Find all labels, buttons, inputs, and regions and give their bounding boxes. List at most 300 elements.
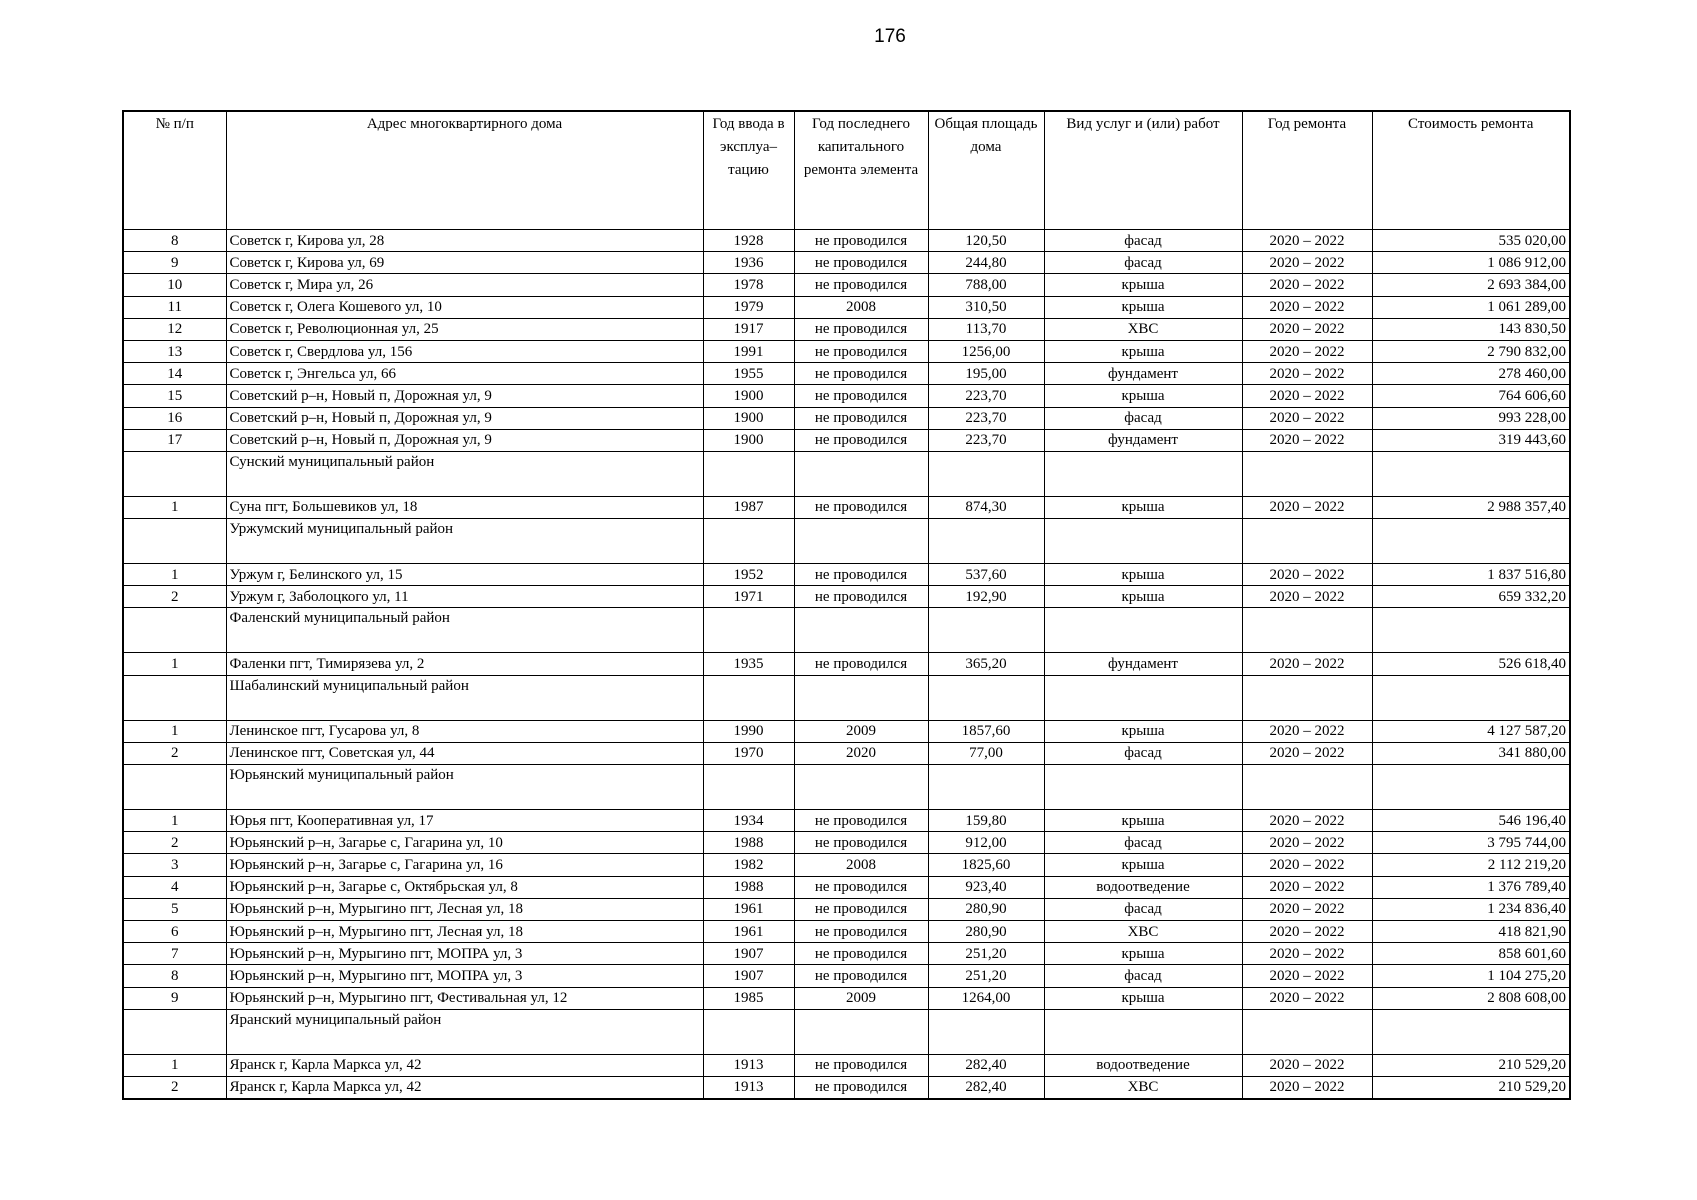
cell-num: 7	[123, 943, 226, 965]
cell-cost: 2 988 357,40	[1372, 496, 1570, 518]
cell-area: 192,90	[928, 586, 1044, 608]
cell-service: фундамент	[1044, 429, 1242, 451]
cell-cost: 858 601,60	[1372, 943, 1570, 965]
section-row	[123, 675, 1570, 720]
cell-address: Советск г, Олега Кошевого ул, 10	[226, 296, 703, 318]
cell-area: 1825,60	[928, 854, 1044, 876]
empty-cell	[794, 1009, 928, 1054]
cell-last-repair: не проводился	[794, 1054, 928, 1076]
cell-address: Советск г, Революционная ул, 25	[226, 318, 703, 340]
cell-service: фасад	[1044, 965, 1242, 987]
empty-cell	[1044, 608, 1242, 653]
cell-area: 1264,00	[928, 987, 1044, 1009]
cell-cost: 341 880,00	[1372, 742, 1570, 764]
cell-year-built: 1928	[703, 230, 794, 252]
cell-service: ХВС	[1044, 920, 1242, 942]
cell-year-built: 1961	[703, 920, 794, 942]
empty-cell	[1242, 675, 1372, 720]
cell-address: Яранск г, Карла Маркса ул, 42	[226, 1054, 703, 1076]
cell-address: Советск г, Свердлова ул, 156	[226, 340, 703, 362]
cell-year-built: 1907	[703, 965, 794, 987]
cell-cost: 1 086 912,00	[1372, 252, 1570, 274]
cell-service: фундамент	[1044, 363, 1242, 385]
cell-year-built: 1955	[703, 363, 794, 385]
header-last-repair: Год последнего капитального ремонта элемента	[794, 111, 928, 230]
cell-area: 282,40	[928, 1076, 1044, 1099]
cell-address: Фаленки пгт, Тимирязева ул, 2	[226, 653, 703, 675]
cell-last-repair: не проводился	[794, 943, 928, 965]
cell-last-repair: 2009	[794, 720, 928, 742]
cell-last-repair: не проводился	[794, 496, 928, 518]
cell-repair-year: 2020 – 2022	[1242, 653, 1372, 675]
table-row	[123, 252, 1570, 274]
empty-cell	[123, 765, 226, 810]
cell-repair-year: 2020 – 2022	[1242, 965, 1372, 987]
section-row	[123, 765, 1570, 810]
cell-address: Юрьянский р–н, Загарье с, Октябрьская ул, 8	[226, 876, 703, 898]
table-row	[123, 854, 1570, 876]
cell-address: Юрьянский р–н, Мурыгино пгт, МОПРА ул, 3	[226, 943, 703, 965]
cell-service: водоотведение	[1044, 876, 1242, 898]
cell-service: крыша	[1044, 340, 1242, 362]
cell-address: Юрьянский р–н, Мурыгино пгт, Лесная ул, 18	[226, 920, 703, 942]
cell-num: 2	[123, 742, 226, 764]
cell-last-repair: не проводился	[794, 340, 928, 362]
cell-repair-year: 2020 – 2022	[1242, 363, 1372, 385]
cell-year-built: 1900	[703, 385, 794, 407]
cell-last-repair: не проводился	[794, 1076, 928, 1099]
empty-cell	[928, 451, 1044, 496]
empty-cell	[1372, 608, 1570, 653]
cell-year-built: 1917	[703, 318, 794, 340]
cell-num: 14	[123, 363, 226, 385]
table-row	[123, 407, 1570, 429]
cell-service: крыша	[1044, 720, 1242, 742]
table-row	[123, 653, 1570, 675]
table-row	[123, 1054, 1570, 1076]
cell-cost: 1 376 789,40	[1372, 876, 1570, 898]
header-cost: Стоимость ремонта	[1372, 111, 1570, 230]
cell-num: 1	[123, 496, 226, 518]
cell-repair-year: 2020 – 2022	[1242, 496, 1372, 518]
cell-last-repair: 2008	[794, 296, 928, 318]
cell-last-repair: 2008	[794, 854, 928, 876]
cell-repair-year: 2020 – 2022	[1242, 810, 1372, 832]
cell-num: 9	[123, 252, 226, 274]
table-row	[123, 363, 1570, 385]
cell-service: крыша	[1044, 854, 1242, 876]
empty-cell	[1044, 519, 1242, 564]
empty-cell	[703, 1009, 794, 1054]
cell-area: 159,80	[928, 810, 1044, 832]
cell-address: Уржум г, Белинского ул, 15	[226, 564, 703, 586]
section-title: Юрьянский муниципальный район	[226, 765, 703, 810]
empty-cell	[1372, 765, 1570, 810]
cell-cost: 659 332,20	[1372, 586, 1570, 608]
cell-service: крыша	[1044, 296, 1242, 318]
empty-cell	[928, 765, 1044, 810]
cell-area: 113,70	[928, 318, 1044, 340]
cell-address: Суна пгт, Большевиков ул, 18	[226, 496, 703, 518]
cell-num: 10	[123, 274, 226, 296]
cell-year-built: 1907	[703, 943, 794, 965]
cell-repair-year: 2020 – 2022	[1242, 720, 1372, 742]
cell-year-built: 1978	[703, 274, 794, 296]
cell-repair-year: 2020 – 2022	[1242, 586, 1372, 608]
table-row	[123, 340, 1570, 362]
cell-cost: 535 020,00	[1372, 230, 1570, 252]
cell-service: крыша	[1044, 385, 1242, 407]
cell-service: водоотведение	[1044, 1054, 1242, 1076]
empty-cell	[123, 519, 226, 564]
cell-num: 1	[123, 653, 226, 675]
cell-year-built: 1913	[703, 1076, 794, 1099]
cell-cost: 143 830,50	[1372, 318, 1570, 340]
cell-repair-year: 2020 – 2022	[1242, 230, 1372, 252]
cell-address: Юрьянский р–н, Загарье с, Гагарина ул, 16	[226, 854, 703, 876]
page-number: 176	[874, 26, 906, 47]
cell-service: крыша	[1044, 943, 1242, 965]
cell-num: 9	[123, 987, 226, 1009]
table-row	[123, 876, 1570, 898]
empty-cell	[1044, 1009, 1242, 1054]
cell-area: 282,40	[928, 1054, 1044, 1076]
cell-num: 1	[123, 1054, 226, 1076]
cell-repair-year: 2020 – 2022	[1242, 898, 1372, 920]
cell-address: Юрьянский р–н, Загарье с, Гагарина ул, 10	[226, 832, 703, 854]
table-row	[123, 898, 1570, 920]
header-num: № п/п	[123, 111, 226, 230]
table-row	[123, 742, 1570, 764]
section-row	[123, 519, 1570, 564]
table-row	[123, 720, 1570, 742]
cell-repair-year: 2020 – 2022	[1242, 340, 1372, 362]
cell-repair-year: 2020 – 2022	[1242, 987, 1372, 1009]
cell-num: 5	[123, 898, 226, 920]
cell-num: 4	[123, 876, 226, 898]
cell-year-built: 1936	[703, 252, 794, 274]
table-header-row	[123, 111, 1570, 230]
empty-cell	[123, 675, 226, 720]
cell-num: 17	[123, 429, 226, 451]
cell-last-repair: не проводился	[794, 920, 928, 942]
cell-address: Юрья пгт, Кооперативная ул, 17	[226, 810, 703, 832]
cell-cost: 2 790 832,00	[1372, 340, 1570, 362]
cell-num: 3	[123, 854, 226, 876]
cell-num: 1	[123, 810, 226, 832]
empty-cell	[123, 1009, 226, 1054]
cell-service: фасад	[1044, 407, 1242, 429]
cell-area: 120,50	[928, 230, 1044, 252]
cell-service: фасад	[1044, 898, 1242, 920]
header-address: Адрес многоквартирного дома	[226, 111, 703, 230]
cell-repair-year: 2020 – 2022	[1242, 296, 1372, 318]
cell-year-built: 1900	[703, 429, 794, 451]
cell-last-repair: не проводился	[794, 230, 928, 252]
cell-service: крыша	[1044, 274, 1242, 296]
cell-repair-year: 2020 – 2022	[1242, 742, 1372, 764]
cell-repair-year: 2020 – 2022	[1242, 429, 1372, 451]
cell-service: фасад	[1044, 230, 1242, 252]
empty-cell	[703, 451, 794, 496]
cell-last-repair: не проводился	[794, 564, 928, 586]
cell-address: Советск г, Кирова ул, 69	[226, 252, 703, 274]
cell-cost: 1 061 289,00	[1372, 296, 1570, 318]
table-body	[123, 230, 1570, 1100]
empty-cell	[123, 451, 226, 496]
cell-year-built: 1991	[703, 340, 794, 362]
section-title: Фаленский муниципальный район	[226, 608, 703, 653]
cell-area: 223,70	[928, 385, 1044, 407]
cell-address: Юрьянский р–н, Мурыгино пгт, Фестивальная ул, 12	[226, 987, 703, 1009]
cell-num: 8	[123, 230, 226, 252]
cell-address: Советский р–н, Новый п, Дорожная ул, 9	[226, 407, 703, 429]
cell-year-built: 1985	[703, 987, 794, 1009]
cell-area: 223,70	[928, 407, 1044, 429]
cell-service: крыша	[1044, 564, 1242, 586]
cell-repair-year: 2020 – 2022	[1242, 876, 1372, 898]
cell-last-repair: не проводился	[794, 965, 928, 987]
empty-cell	[928, 675, 1044, 720]
cell-num: 2	[123, 832, 226, 854]
table-row	[123, 920, 1570, 942]
cell-cost: 1 104 275,20	[1372, 965, 1570, 987]
cell-area: 923,40	[928, 876, 1044, 898]
cell-repair-year: 2020 – 2022	[1242, 564, 1372, 586]
cell-area: 1256,00	[928, 340, 1044, 362]
cell-area: 310,50	[928, 296, 1044, 318]
cell-last-repair: не проводился	[794, 429, 928, 451]
cell-cost: 526 618,40	[1372, 653, 1570, 675]
empty-cell	[1372, 675, 1570, 720]
cell-repair-year: 2020 – 2022	[1242, 318, 1372, 340]
table-row	[123, 564, 1570, 586]
table-row	[123, 987, 1570, 1009]
cell-last-repair: не проводился	[794, 810, 928, 832]
table-row	[123, 230, 1570, 252]
cell-area: 251,20	[928, 965, 1044, 987]
empty-cell	[928, 608, 1044, 653]
table-row	[123, 385, 1570, 407]
empty-cell	[1372, 519, 1570, 564]
cell-service: фасад	[1044, 832, 1242, 854]
cell-year-built: 1982	[703, 854, 794, 876]
cell-repair-year: 2020 – 2022	[1242, 1054, 1372, 1076]
table-row	[123, 429, 1570, 451]
cell-address: Ленинское пгт, Советская ул, 44	[226, 742, 703, 764]
cell-repair-year: 2020 – 2022	[1242, 920, 1372, 942]
empty-cell	[794, 451, 928, 496]
table-row	[123, 965, 1570, 987]
empty-cell	[1242, 451, 1372, 496]
cell-last-repair: 2009	[794, 987, 928, 1009]
empty-cell	[794, 608, 928, 653]
cell-area: 788,00	[928, 274, 1044, 296]
cell-year-built: 1970	[703, 742, 794, 764]
cell-address: Советск г, Кирова ул, 28	[226, 230, 703, 252]
section-row	[123, 1009, 1570, 1054]
cell-cost: 418 821,90	[1372, 920, 1570, 942]
cell-address: Советский р–н, Новый п, Дорожная ул, 9	[226, 429, 703, 451]
repair-table	[122, 110, 1571, 1100]
cell-address: Юрьянский р–н, Мурыгино пгт, МОПРА ул, 3	[226, 965, 703, 987]
cell-last-repair: не проводился	[794, 363, 928, 385]
cell-cost: 1 837 516,80	[1372, 564, 1570, 586]
cell-address: Юрьянский р–н, Мурыгино пгт, Лесная ул, 18	[226, 898, 703, 920]
cell-area: 244,80	[928, 252, 1044, 274]
cell-area: 251,20	[928, 943, 1044, 965]
cell-last-repair: не проводился	[794, 653, 928, 675]
cell-service: фундамент	[1044, 653, 1242, 675]
cell-area: 874,30	[928, 496, 1044, 518]
empty-cell	[1242, 765, 1372, 810]
cell-service: крыша	[1044, 496, 1242, 518]
cell-num: 11	[123, 296, 226, 318]
cell-num: 1	[123, 720, 226, 742]
cell-area: 365,20	[928, 653, 1044, 675]
cell-cost: 319 443,60	[1372, 429, 1570, 451]
cell-year-built: 1934	[703, 810, 794, 832]
empty-cell	[703, 675, 794, 720]
cell-service: ХВС	[1044, 1076, 1242, 1099]
section-title: Шабалинский муниципальный район	[226, 675, 703, 720]
empty-cell	[794, 675, 928, 720]
header-repair-year: Год ремонта	[1242, 111, 1372, 230]
header-service: Вид услуг и (или) работ	[1044, 111, 1242, 230]
empty-cell	[794, 765, 928, 810]
cell-year-built: 1979	[703, 296, 794, 318]
cell-repair-year: 2020 – 2022	[1242, 252, 1372, 274]
cell-cost: 3 795 744,00	[1372, 832, 1570, 854]
section-row	[123, 451, 1570, 496]
table-row	[123, 943, 1570, 965]
cell-num: 8	[123, 965, 226, 987]
cell-last-repair: не проводился	[794, 407, 928, 429]
cell-repair-year: 2020 – 2022	[1242, 274, 1372, 296]
cell-cost: 278 460,00	[1372, 363, 1570, 385]
cell-address: Советск г, Мира ул, 26	[226, 274, 703, 296]
cell-area: 912,00	[928, 832, 1044, 854]
cell-last-repair: не проводился	[794, 876, 928, 898]
empty-cell	[1044, 765, 1242, 810]
cell-num: 16	[123, 407, 226, 429]
empty-cell	[703, 608, 794, 653]
cell-address: Советск г, Энгельса ул, 66	[226, 363, 703, 385]
empty-cell	[1242, 1009, 1372, 1054]
empty-cell	[794, 519, 928, 564]
cell-address: Ленинское пгт, Гусарова ул, 8	[226, 720, 703, 742]
table-row	[123, 1076, 1570, 1099]
cell-num: 2	[123, 1076, 226, 1099]
cell-cost: 210 529,20	[1372, 1054, 1570, 1076]
cell-service: крыша	[1044, 810, 1242, 832]
cell-last-repair: не проводился	[794, 586, 928, 608]
cell-area: 280,90	[928, 920, 1044, 942]
cell-repair-year: 2020 – 2022	[1242, 407, 1372, 429]
cell-service: фасад	[1044, 742, 1242, 764]
cell-last-repair: не проводился	[794, 385, 928, 407]
empty-cell	[1044, 675, 1242, 720]
empty-cell	[1372, 451, 1570, 496]
cell-cost: 2 808 608,00	[1372, 987, 1570, 1009]
cell-area: 223,70	[928, 429, 1044, 451]
cell-address: Советский р–н, Новый п, Дорожная ул, 9	[226, 385, 703, 407]
empty-cell	[1044, 451, 1242, 496]
cell-last-repair: не проводился	[794, 898, 928, 920]
section-row	[123, 608, 1570, 653]
table-row	[123, 296, 1570, 318]
cell-cost: 993 228,00	[1372, 407, 1570, 429]
cell-year-built: 1935	[703, 653, 794, 675]
cell-last-repair: не проводился	[794, 252, 928, 274]
cell-service: крыша	[1044, 987, 1242, 1009]
cell-repair-year: 2020 – 2022	[1242, 943, 1372, 965]
cell-cost: 4 127 587,20	[1372, 720, 1570, 742]
empty-cell	[1242, 519, 1372, 564]
cell-year-built: 1900	[703, 407, 794, 429]
empty-cell	[1242, 608, 1372, 653]
cell-year-built: 1988	[703, 832, 794, 854]
empty-cell	[1372, 1009, 1570, 1054]
table-row	[123, 810, 1570, 832]
cell-cost: 1 234 836,40	[1372, 898, 1570, 920]
header-area: Общая площадь дома	[928, 111, 1044, 230]
section-title: Уржумский муниципальный район	[226, 519, 703, 564]
empty-cell	[928, 519, 1044, 564]
empty-cell	[928, 1009, 1044, 1054]
cell-service: ХВС	[1044, 318, 1242, 340]
section-title: Сунский муниципальный район	[226, 451, 703, 496]
empty-cell	[703, 765, 794, 810]
cell-repair-year: 2020 – 2022	[1242, 385, 1372, 407]
cell-last-repair: не проводился	[794, 832, 928, 854]
cell-num: 15	[123, 385, 226, 407]
cell-num: 12	[123, 318, 226, 340]
cell-num: 2	[123, 586, 226, 608]
header-year-built: Год ввода в эксплуа– тацию	[703, 111, 794, 230]
cell-cost: 2 112 219,20	[1372, 854, 1570, 876]
cell-area: 195,00	[928, 363, 1044, 385]
cell-repair-year: 2020 – 2022	[1242, 854, 1372, 876]
cell-year-built: 1988	[703, 876, 794, 898]
cell-year-built: 1987	[703, 496, 794, 518]
cell-address: Уржум г, Заболоцкого ул, 11	[226, 586, 703, 608]
table-row	[123, 496, 1570, 518]
table-row	[123, 586, 1570, 608]
cell-num: 13	[123, 340, 226, 362]
cell-cost: 210 529,20	[1372, 1076, 1570, 1099]
cell-repair-year: 2020 – 2022	[1242, 1076, 1372, 1099]
cell-year-built: 1913	[703, 1054, 794, 1076]
cell-year-built: 1961	[703, 898, 794, 920]
section-title: Яранский муниципальный район	[226, 1009, 703, 1054]
empty-cell	[703, 519, 794, 564]
cell-area: 1857,60	[928, 720, 1044, 742]
cell-year-built: 1952	[703, 564, 794, 586]
cell-year-built: 1990	[703, 720, 794, 742]
empty-cell	[123, 608, 226, 653]
table-row	[123, 832, 1570, 854]
cell-cost: 764 606,60	[1372, 385, 1570, 407]
cell-year-built: 1971	[703, 586, 794, 608]
cell-last-repair: 2020	[794, 742, 928, 764]
cell-address: Яранск г, Карла Маркса ул, 42	[226, 1076, 703, 1099]
cell-num: 1	[123, 564, 226, 586]
cell-num: 6	[123, 920, 226, 942]
cell-area: 280,90	[928, 898, 1044, 920]
cell-area: 77,00	[928, 742, 1044, 764]
table-row	[123, 274, 1570, 296]
